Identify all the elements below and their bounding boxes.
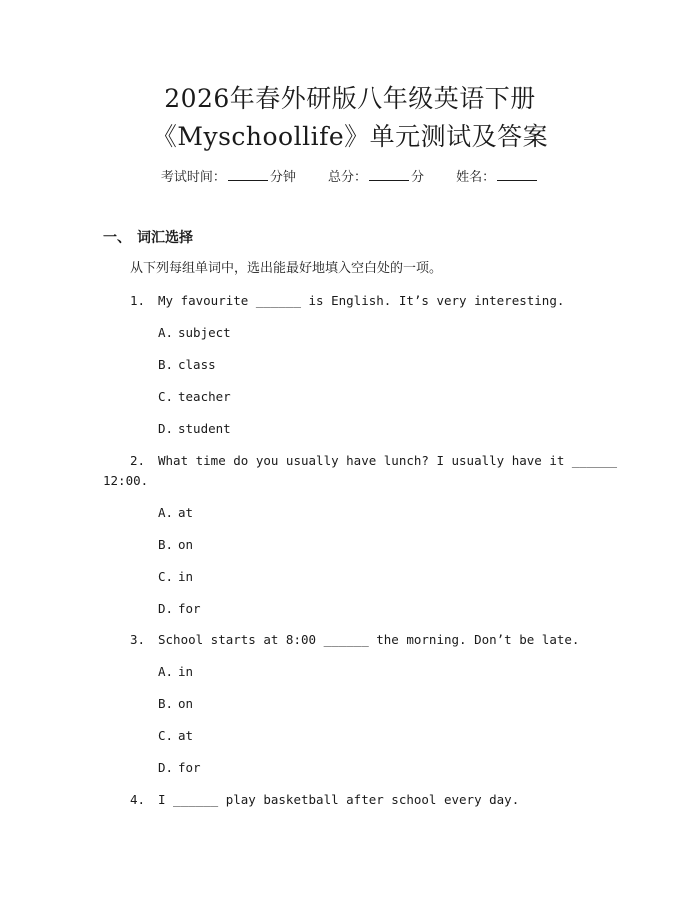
- total-score-label: 总分：: [327, 170, 367, 185]
- question-text: What time do you usually have lunch? I usually have it ______: [158, 453, 618, 468]
- option-text: student: [178, 421, 231, 436]
- option-letter: D.: [158, 760, 174, 775]
- question-text: I ______ play basketball after school every day.: [158, 792, 520, 807]
- option-item: [158, 323, 231, 343]
- question-text: School starts at 8:00 ______ the morning. Don’t be late.: [158, 632, 580, 647]
- option-letter: C.: [158, 728, 174, 743]
- document-title-line-2: 《Myschoollife》单元测试及答案: [151, 122, 549, 151]
- question-number: 4.: [130, 792, 146, 807]
- question-number: 3.: [130, 632, 146, 647]
- exam-time-label: 考试时间：: [160, 170, 226, 185]
- document-title-line-1: 2026年春外研版八年级英语下册: [164, 84, 536, 113]
- option-item: [158, 503, 193, 523]
- section-number: 一、: [103, 230, 131, 246]
- option-letter: B.: [158, 537, 174, 552]
- option-text: for: [178, 601, 201, 616]
- name-blank: [497, 168, 537, 181]
- option-text: subject: [178, 325, 231, 340]
- option-item: [158, 535, 193, 555]
- question-number: 2.: [130, 453, 146, 468]
- section-instruction: 从下列每组单词中，选出能最好地填入空白处的一项。: [130, 261, 443, 276]
- option-letter: A.: [158, 664, 174, 679]
- exam-info-line: [0, 168, 700, 188]
- option-letter: D.: [158, 601, 174, 616]
- option-text: teacher: [178, 389, 231, 404]
- total-score-field: [328, 168, 424, 188]
- option-item: [158, 419, 231, 439]
- section-heading: [103, 228, 193, 248]
- option-letter: B.: [158, 696, 174, 711]
- option-letter: D.: [158, 421, 174, 436]
- option-item: [158, 599, 201, 619]
- option-item: [158, 387, 231, 407]
- option-text: class: [178, 357, 216, 372]
- name-label: 姓名：: [456, 170, 496, 185]
- option-letter: B.: [158, 357, 174, 372]
- option-item: [158, 694, 193, 714]
- question-number: 1.: [130, 293, 146, 308]
- option-text: at: [178, 505, 194, 520]
- question-text-continuation: 12:00.: [103, 473, 149, 488]
- question-text: My favourite ______ is English. It’s very interesting.: [158, 293, 565, 308]
- option-text: in: [178, 664, 194, 679]
- exam-time-blank: [228, 168, 268, 181]
- option-letter: A.: [158, 325, 174, 340]
- option-text: on: [178, 696, 194, 711]
- option-text: in: [178, 569, 194, 584]
- option-letter: C.: [158, 389, 174, 404]
- option-letter: A.: [158, 505, 174, 520]
- option-item: [158, 567, 193, 587]
- exam-time-field: [161, 168, 296, 188]
- section-title: 词汇选择: [137, 230, 193, 246]
- name-field: [456, 168, 539, 188]
- total-score-blank: [369, 168, 409, 181]
- option-item: [158, 758, 201, 778]
- exam-time-unit: 分钟: [269, 170, 296, 185]
- total-score-unit: 分: [411, 170, 425, 185]
- option-item: [158, 662, 193, 682]
- option-letter: C.: [158, 569, 174, 584]
- option-text: for: [178, 760, 201, 775]
- option-text: at: [178, 728, 194, 743]
- option-item: [158, 726, 193, 746]
- option-item: [158, 355, 216, 375]
- option-text: on: [178, 537, 194, 552]
